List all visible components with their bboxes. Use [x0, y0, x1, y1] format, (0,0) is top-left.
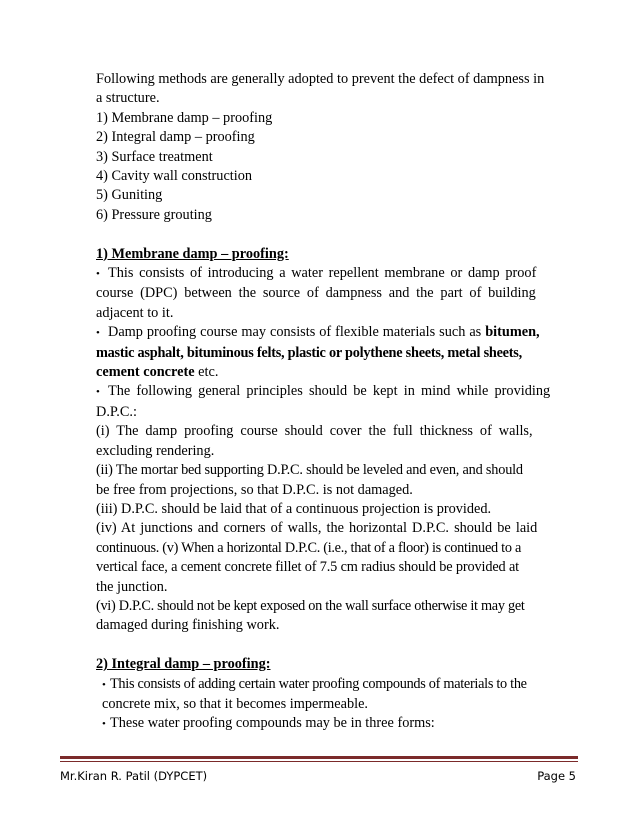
principle-vi-l1: (vi) D.P.C. should not be kept exposed on the wall surface otherwise it may get — [96, 597, 525, 614]
method-1: 1) Membrane damp – proofing — [96, 109, 273, 126]
footer-author: Mr.Kiran R. Patil (DYPCET) — [60, 769, 208, 783]
principle-vi-line2 — [96, 616, 564, 635]
section2-bullet2-line1 — [96, 714, 564, 734]
s1-p2-l3a: etc. — [194, 364, 219, 381]
section1-bullet1-line1 — [96, 264, 564, 284]
bullet-icon: • — [96, 268, 100, 281]
principle-vi-l2: damaged during finishing work. — [96, 617, 280, 634]
spacer — [96, 636, 564, 655]
principle-iii-l1: (iii) D.P.C. should be laid that of a continuous projection is provided. — [96, 500, 492, 517]
s2-p1-l2: concrete mix, so that it becomes impermeable. — [102, 695, 368, 712]
bullet-icon: • — [102, 718, 106, 731]
principle-iv-l3: vertical face, a cement concrete fillet of 7.5 cm radius should be provided at — [96, 559, 519, 576]
section1-bullet1-line2 — [96, 284, 564, 303]
bullet-icon: • — [102, 678, 106, 691]
s2-p1-l1: This consists of adding certain water proofing compounds of materials to the — [110, 675, 527, 692]
section2-bullet1-line1 — [96, 675, 564, 695]
intro-text-2: a structure. — [96, 90, 160, 107]
intro-line-2 — [96, 89, 564, 108]
method-2: 2) Integral damp – proofing — [96, 129, 255, 146]
principle-iv-line3 — [96, 558, 564, 577]
method-3: 3) Surface treatment — [96, 148, 213, 165]
bullet-icon: • — [96, 327, 100, 340]
spacer — [96, 225, 564, 244]
principle-ii-l2: be free from projections, so that D.P.C. is not damaged. — [96, 481, 413, 498]
s1-p2-l3b: cement concrete — [96, 364, 195, 381]
principle-ii-line1 — [96, 461, 564, 480]
section1-bullet3-line1 — [96, 382, 564, 402]
principle-iv-line2 — [96, 539, 564, 558]
s1-p2-l1a: Damp proofing course may consists of flexible materials such as — [108, 324, 486, 341]
footer-rule-thick — [60, 756, 578, 759]
section1-bullet2-line2 — [96, 344, 564, 363]
footer-rule-thin — [60, 761, 578, 762]
intro-text-1: Following methods are generally adopted to prevent the defect of dampness in — [96, 71, 545, 87]
principle-vi-line1 — [96, 597, 564, 616]
section1-bullet2-line1 — [96, 323, 564, 343]
bullet-icon: • — [96, 386, 100, 399]
principle-iv-line1 — [96, 519, 564, 538]
principle-iv-l1: (iv) At junctions and corners of walls, the horizontal D.P.C. should be laid — [96, 520, 538, 537]
method-4: 4) Cavity wall construction — [96, 168, 253, 185]
principle-iv-l4: the junction. — [96, 578, 168, 595]
principle-ii-line2 — [96, 481, 564, 500]
footer-page-number: Page 5 — [537, 769, 576, 783]
principle-iv-l2: continuous. (v) When a horizontal D.P.C. (i.e., that of a floor) is continued to a — [96, 539, 521, 556]
section2-bullet1-line2 — [96, 695, 564, 714]
s1-p3-l2: D.P.C.: — [96, 403, 137, 420]
section1-heading: 1) Membrane damp – proofing: — [96, 245, 289, 262]
s1-p1-l2: course (DPC) between the source of dampness and the part of building — [96, 285, 536, 302]
s1-p1-l3: adjacent to it. — [96, 304, 174, 321]
s2-p2-l1: These water proofing compounds may be in three forms: — [110, 715, 435, 732]
section1-bullet1-line3 — [96, 304, 564, 323]
s1-p3-l1: The following general principles should be kept in mind while providing — [108, 383, 551, 400]
document-body — [96, 70, 564, 735]
section2-heading: 2) Integral damp – proofing: — [96, 656, 271, 673]
principle-i-line2 — [96, 442, 564, 461]
principle-iv-line4 — [96, 578, 564, 597]
method-item — [96, 128, 564, 147]
method-item — [96, 206, 564, 225]
method-item — [96, 186, 564, 205]
principle-ii-l1: (ii) The mortar bed supporting D.P.C. should be leveled and even, and should — [96, 462, 523, 479]
principle-i-l1: (i) The damp proofing course should cover the full thickness of walls, — [96, 423, 533, 440]
method-item — [96, 167, 564, 186]
principle-iii-line1 — [96, 500, 564, 519]
principle-i-line1 — [96, 422, 564, 441]
method-5: 5) Guniting — [96, 187, 163, 204]
s1-p2-l2: mastic asphalt, bituminous felts, plastic or polythene sheets, metal sheets, — [96, 344, 522, 361]
method-item — [96, 148, 564, 167]
principle-i-l2: excluding rendering. — [96, 442, 215, 459]
s1-p1-l1: This consists of introducing a water repellent membrane or damp proof — [108, 265, 537, 282]
s1-p2-l1b: bitumen, — [485, 324, 540, 341]
method-item — [96, 109, 564, 128]
intro-line-1 — [96, 70, 564, 89]
section1-bullet3-line2 — [96, 403, 564, 422]
section1-bullet2-line3 — [96, 363, 564, 382]
method-6: 6) Pressure grouting — [96, 206, 212, 223]
